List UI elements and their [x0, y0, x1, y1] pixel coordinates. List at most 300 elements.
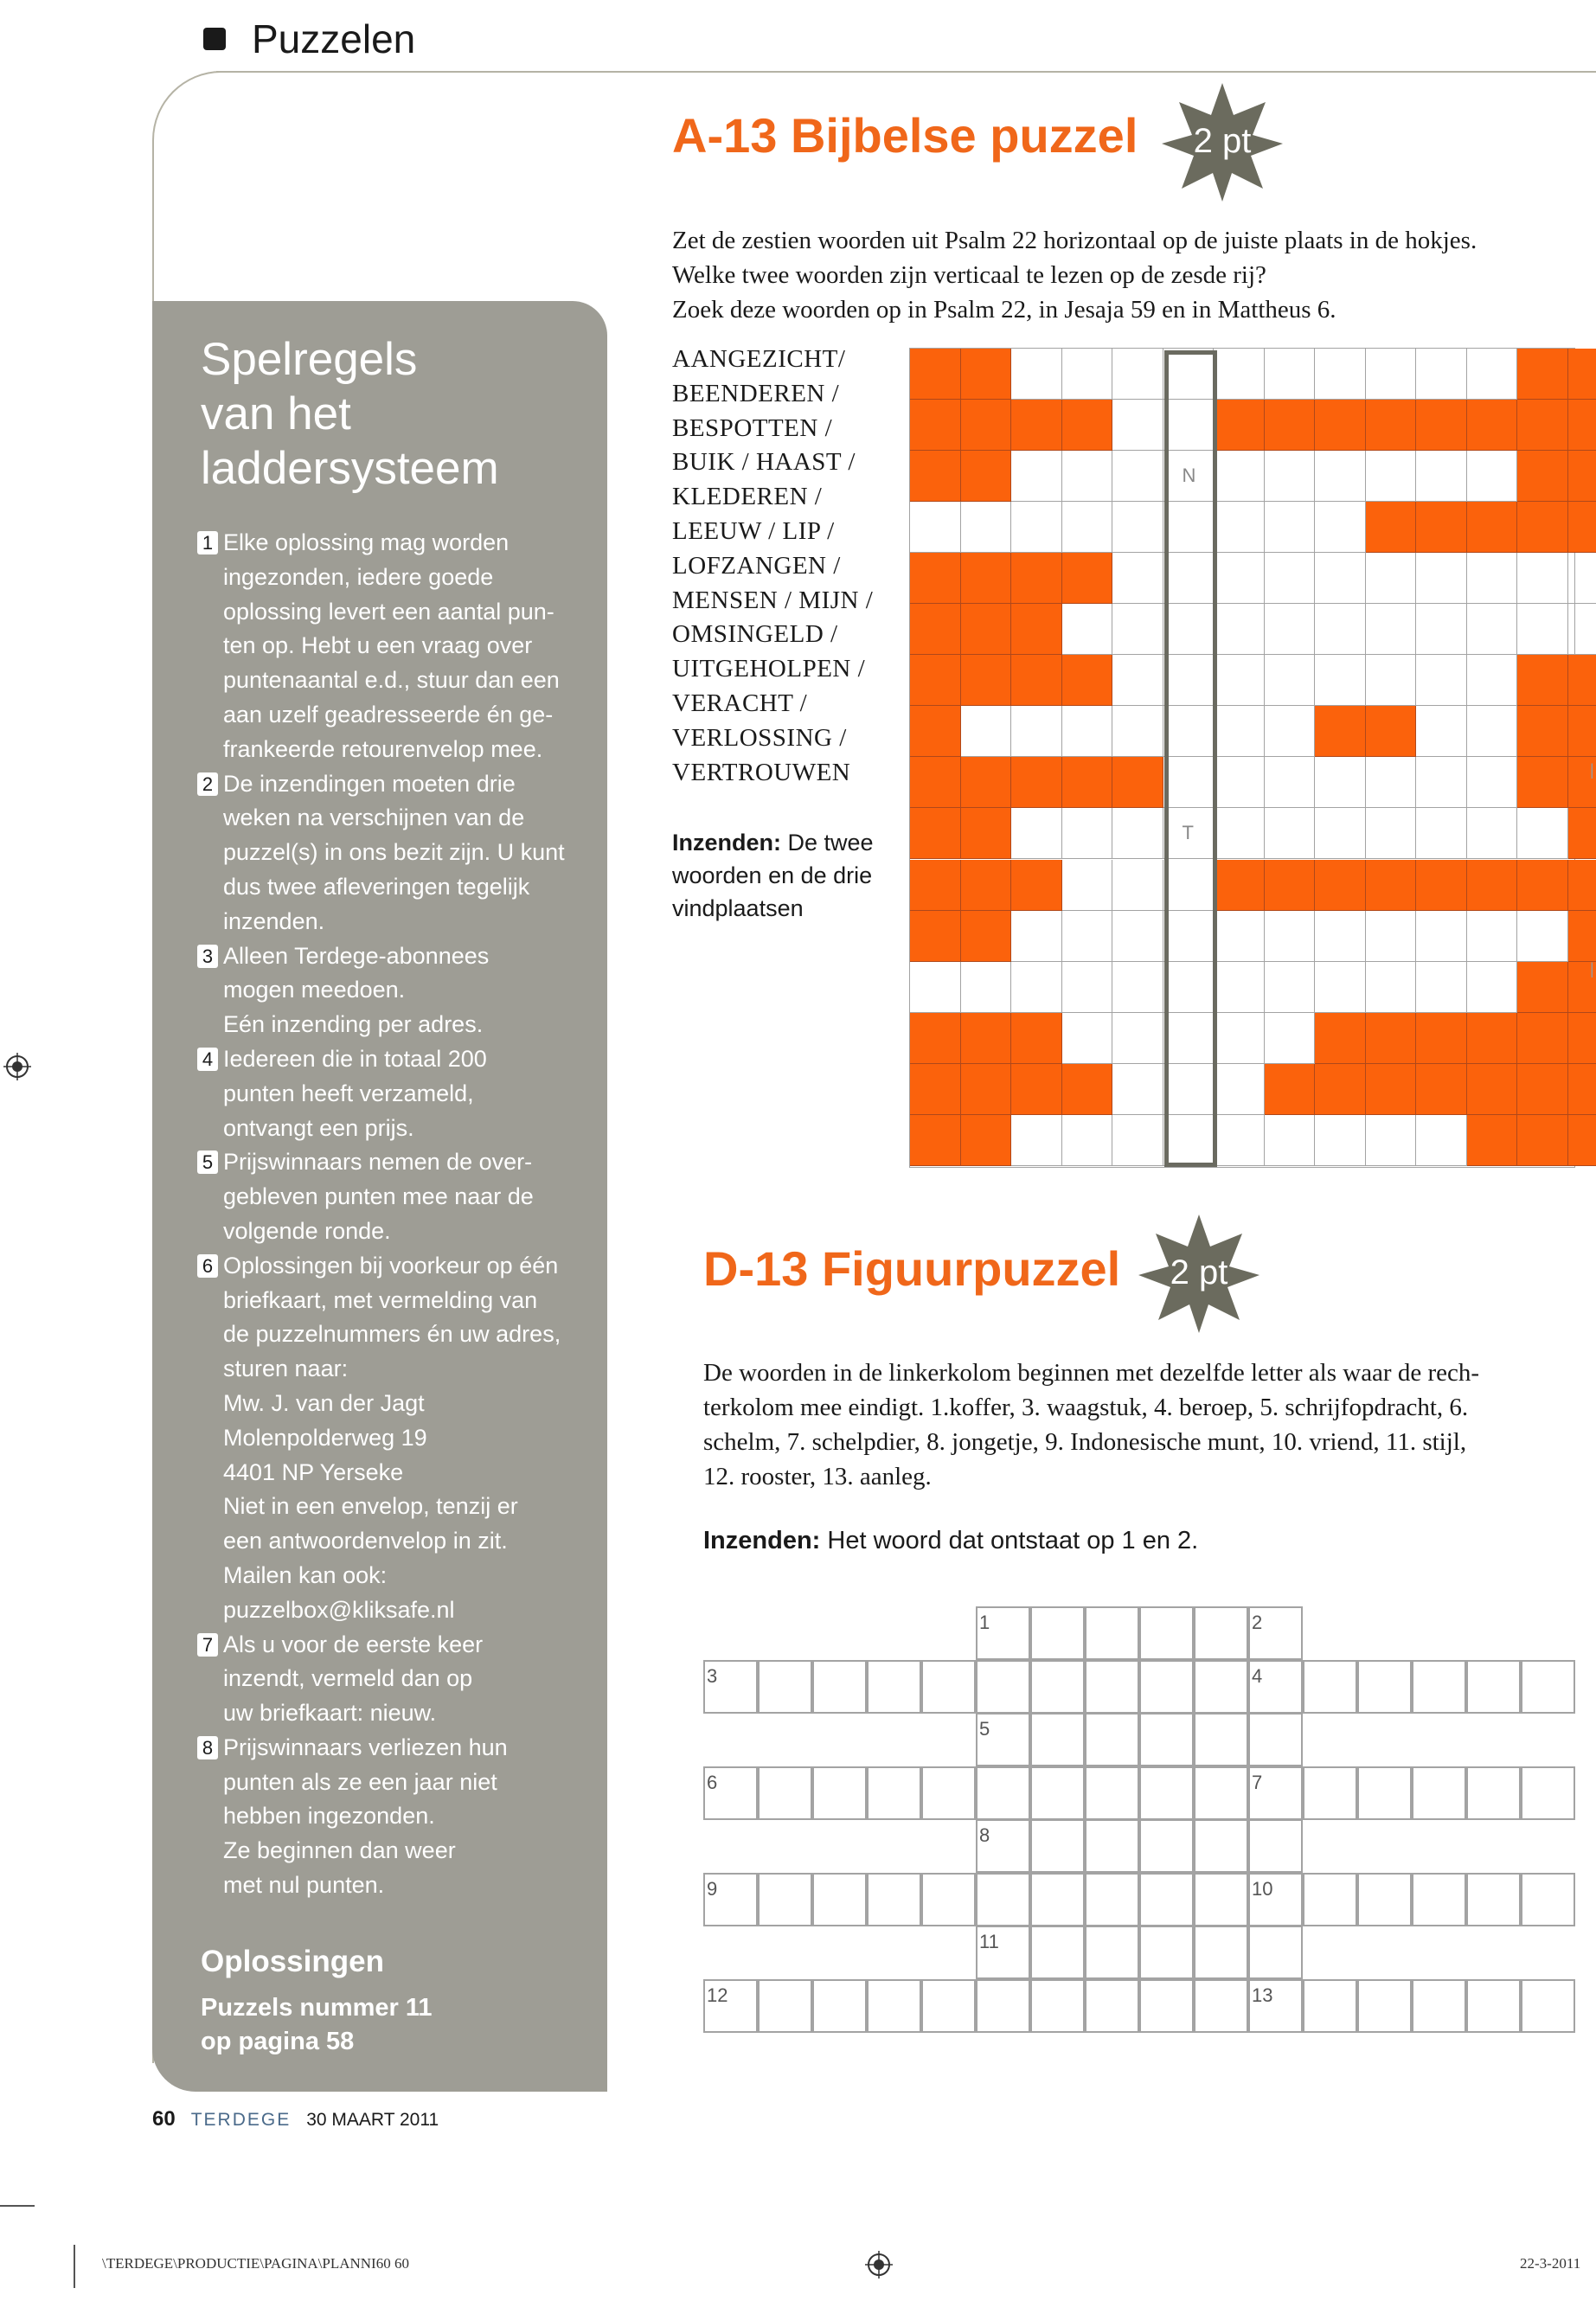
grid-cell[interactable] — [921, 1873, 976, 1926]
grid-cell[interactable] — [1315, 604, 1366, 655]
grid-cell[interactable] — [1416, 1115, 1467, 1166]
grid-cell[interactable] — [1416, 604, 1467, 655]
grid-cell[interactable] — [1139, 1926, 1194, 1979]
grid-cell[interactable] — [812, 1766, 867, 1820]
grid-cell-blocked — [1517, 349, 1568, 400]
grid-cell[interactable] — [1467, 911, 1518, 962]
grid-cell[interactable] — [1248, 1926, 1303, 1979]
grid-cell[interactable] — [1011, 349, 1062, 400]
grid-cell-blocked — [910, 655, 961, 706]
sidebar-title — [201, 332, 499, 496]
grid-cell[interactable] — [867, 1979, 921, 2033]
grid-cell[interactable] — [1030, 1926, 1085, 1979]
grid-cell-blocked — [1467, 1064, 1518, 1115]
word-item: LOFZANGEN / — [672, 551, 841, 580]
grid-cell[interactable] — [1366, 553, 1417, 604]
grid-cell[interactable] — [1467, 706, 1518, 757]
grid-cell[interactable] — [1416, 706, 1467, 757]
grid-cell[interactable] — [1062, 349, 1113, 400]
grid-cell-blocked — [1517, 1013, 1568, 1064]
grid-cell[interactable] — [1416, 655, 1467, 706]
grid-cell-blocked — [961, 1013, 1012, 1064]
grid-cell[interactable] — [1062, 808, 1113, 859]
grid-cell[interactable] — [1062, 911, 1113, 962]
grid-cell[interactable] — [1366, 604, 1417, 655]
grid-cell[interactable] — [1030, 1766, 1085, 1820]
grid-cell-blocked — [1011, 655, 1062, 706]
grid-cell[interactable] — [1412, 1766, 1466, 1820]
grid-cell[interactable] — [1315, 757, 1366, 808]
grid-cell[interactable] — [1214, 1064, 1265, 1115]
rule-item — [197, 1731, 595, 1903]
grid-cell[interactable] — [1214, 1013, 1265, 1064]
word-item: BEENDEREN / — [672, 379, 840, 407]
grid-cell[interactable] — [1416, 911, 1467, 962]
rule-text: Oplossingen bij voorkeur op één — [223, 1252, 559, 1279]
grid-cell[interactable] — [1467, 808, 1518, 859]
frame-line-top — [216, 71, 1596, 73]
grid-cell[interactable] — [1011, 911, 1062, 962]
grid-cell[interactable] — [1214, 349, 1265, 400]
grid-cell[interactable] — [961, 962, 1012, 1013]
grid-cell[interactable] — [1366, 911, 1417, 962]
grid-cell-blocked — [1568, 349, 1596, 400]
grid-cell[interactable] — [1265, 962, 1316, 1013]
grid-cell[interactable] — [1265, 604, 1316, 655]
grid-cell[interactable] — [1265, 757, 1316, 808]
grid-cell-blocked — [1517, 1115, 1568, 1166]
grid-cell[interactable] — [1568, 604, 1596, 655]
grid-cell-blocked — [1062, 655, 1113, 706]
clue-number: 7 — [1252, 1771, 1263, 1793]
grid-cell[interactable] — [867, 1766, 921, 1820]
clue-number: 8 — [979, 1824, 990, 1846]
print-date: 22-3-2011 — [1520, 2255, 1581, 2272]
grid-cell-blocked — [1062, 757, 1113, 808]
grid-cell[interactable] — [1112, 604, 1163, 655]
grid-cell[interactable] — [1194, 1660, 1248, 1714]
rule-text: oplossing levert een aantal pun- — [223, 598, 554, 625]
grid-cell[interactable] — [1357, 1873, 1412, 1926]
grid-cell[interactable] — [1085, 1713, 1139, 1766]
grid-cell-blocked — [1467, 502, 1518, 553]
grid-cell[interactable] — [1412, 1660, 1466, 1714]
rule-text: Mailen kan ook: — [223, 1561, 388, 1588]
grid-cell[interactable] — [1214, 1115, 1265, 1166]
grid-cell[interactable] — [867, 1660, 921, 1714]
grid-cell[interactable] — [1112, 349, 1163, 400]
grid-cell[interactable] — [1303, 1979, 1357, 2033]
grid-cell[interactable] — [1062, 502, 1113, 553]
grid-cell[interactable] — [1315, 911, 1366, 962]
grid-cell[interactable] — [812, 1873, 867, 1926]
grid-cell[interactable] — [1416, 451, 1467, 502]
grid-cell[interactable] — [867, 1873, 921, 1926]
grid-cell[interactable] — [1112, 1013, 1163, 1064]
intro-line: Zoek deze woorden op in Psalm 22, in Jesaja 59 en in Mattheus 6. — [672, 296, 1336, 324]
grid-cell-blocked — [910, 757, 961, 808]
grid-cell[interactable] — [1303, 1873, 1357, 1926]
grid-cell-blocked — [1315, 1064, 1366, 1115]
grid-cell[interactable] — [976, 1979, 1030, 2033]
grid-cell[interactable] — [1112, 502, 1163, 553]
grid-cell[interactable] — [1303, 1660, 1357, 1714]
word-item: MENSEN / MIJN / — [672, 586, 874, 614]
rule-text: aan uzelf geadresseerde én ge- — [223, 701, 554, 727]
section-header — [203, 16, 415, 62]
grid-cell[interactable] — [1466, 1766, 1521, 1820]
grid-cell-blocked — [1416, 502, 1467, 553]
grid-cell[interactable] — [1315, 349, 1366, 400]
grid-cell[interactable] — [1568, 553, 1596, 604]
grid-cell[interactable] — [976, 1873, 1030, 1926]
grid-cell[interactable] — [758, 1660, 812, 1714]
grid-cell-blocked — [1517, 451, 1568, 502]
submit-text: Het woord dat ontstaat op 1 en 2. — [820, 1527, 1199, 1554]
grid-cell-blocked — [1011, 1013, 1062, 1064]
grid-cell-blocked — [1366, 1013, 1417, 1064]
grid-cell[interactable] — [1315, 502, 1366, 553]
grid-cell[interactable] — [1011, 706, 1062, 757]
grid-cell-blocked — [1517, 655, 1568, 706]
grid-cell[interactable] — [1062, 706, 1113, 757]
clue-number: 9 — [707, 1877, 718, 1900]
grid-cell-blocked — [1517, 962, 1568, 1013]
rule-text: De inzendingen moeten drie — [223, 770, 516, 797]
grid-cell-blocked — [961, 553, 1012, 604]
grid-cell[interactable] — [1466, 1979, 1521, 2033]
grid-cell[interactable] — [1265, 808, 1316, 859]
grid-cell-blocked — [910, 911, 961, 962]
grid-cell[interactable] — [1366, 808, 1417, 859]
grid-cell[interactable] — [1194, 1766, 1248, 1820]
grid-cell[interactable] — [1085, 1606, 1139, 1660]
grid-cell-blocked — [910, 808, 961, 859]
grid-cell[interactable] — [1366, 962, 1417, 1013]
grid-cell[interactable] — [1139, 1979, 1194, 2033]
grid-cell[interactable] — [1517, 604, 1568, 655]
grid-cell[interactable] — [1062, 1013, 1113, 1064]
grid-cell-blocked — [1568, 655, 1596, 706]
grid-cell[interactable] — [1112, 1064, 1163, 1115]
grid-cell[interactable] — [1467, 655, 1518, 706]
rule-text: Iedereen die in totaal 200 — [223, 1045, 487, 1072]
grid-cell[interactable] — [1062, 451, 1113, 502]
grid-cell-blocked — [1315, 860, 1366, 911]
grid-cell-blocked — [1467, 860, 1518, 911]
grid-cell[interactable] — [1030, 1873, 1085, 1926]
grid-cell[interactable] — [758, 1873, 812, 1926]
grid-cell[interactable] — [1085, 1766, 1139, 1820]
grid-cell-blocked — [1062, 1064, 1113, 1115]
grid-cell[interactable] — [1366, 655, 1417, 706]
grid-cell-blocked — [1366, 400, 1417, 451]
grid-cell[interactable] — [1357, 1660, 1412, 1714]
grid-cell[interactable] — [1366, 349, 1417, 400]
grid-cell[interactable] — [1112, 911, 1163, 962]
grid-cell[interactable] — [1467, 604, 1518, 655]
grid-cell[interactable] — [1315, 553, 1366, 604]
magazine-name: TERDEGE — [190, 2110, 292, 2130]
grid-cell[interactable] — [1416, 349, 1467, 400]
rule-text: sturen naar: — [223, 1356, 349, 1382]
grid-cell[interactable] — [961, 502, 1012, 553]
grid-cell[interactable] — [1467, 451, 1518, 502]
rule-text: Als u voor de eerste keer — [223, 1631, 484, 1657]
grid-cell[interactable] — [1521, 1766, 1575, 1820]
grid-cell[interactable] — [1030, 1606, 1085, 1660]
grid-cell[interactable] — [1139, 1713, 1194, 1766]
grid-cell[interactable] — [1062, 860, 1113, 911]
rule-item — [197, 1145, 595, 1248]
grid-cell-blocked — [910, 1013, 961, 1064]
grid-cell[interactable] — [758, 1766, 812, 1820]
grid-cell[interactable] — [1085, 1873, 1139, 1926]
grid-cell[interactable] — [1085, 1979, 1139, 2033]
grid-cell[interactable] — [1214, 808, 1265, 859]
grid-cell[interactable] — [1112, 400, 1163, 451]
grid-cell-blocked — [1011, 604, 1062, 655]
grid-cell[interactable] — [976, 1660, 1030, 1714]
grid-cell[interactable] — [1194, 1606, 1248, 1660]
grid-cell[interactable] — [1139, 1660, 1194, 1714]
grid-cell[interactable] — [1357, 1979, 1412, 2033]
rule-text: Alleen Terdege-abonnees — [223, 942, 490, 969]
grid-cell[interactable] — [1366, 757, 1417, 808]
grid-cell[interactable] — [1214, 451, 1265, 502]
grid-cell[interactable] — [1214, 706, 1265, 757]
grid-cell-blocked — [1517, 400, 1568, 451]
intro-line: Zet de zestien woorden uit Psalm 22 horizontaal op de juiste plaats in de hokjes. — [672, 227, 1477, 254]
grid-cell[interactable] — [1011, 1115, 1062, 1166]
grid-cell[interactable] — [1139, 1873, 1194, 1926]
grid-cell[interactable] — [1112, 553, 1163, 604]
grid-cell-blocked — [910, 604, 961, 655]
grid-cell[interactable] — [1030, 1979, 1085, 2033]
grid-cell[interactable] — [921, 1979, 976, 2033]
grid-cell[interactable] — [1112, 962, 1163, 1013]
rule-text: een antwoordenvelop in zit. — [223, 1528, 508, 1554]
grid-cell[interactable] — [1265, 655, 1316, 706]
grid-cell[interactable] — [1214, 553, 1265, 604]
grid-cell[interactable] — [1214, 604, 1265, 655]
grid-cell[interactable] — [1011, 451, 1062, 502]
grid-cell-blocked — [961, 860, 1012, 911]
grid-cell[interactable] — [1139, 1606, 1194, 1660]
intro-line: De woorden in de linkerkolom beginnen met dezelfde letter als waar de rech- — [703, 1359, 1480, 1387]
grid-cell[interactable] — [1265, 553, 1316, 604]
grid-cell[interactable] — [1315, 808, 1366, 859]
rule-number: 2 — [197, 772, 218, 796]
grid-cell[interactable] — [1194, 1979, 1248, 2033]
grid-cell-blocked — [1568, 860, 1596, 911]
rule-number: 8 — [197, 1736, 218, 1759]
grid-cell[interactable] — [1194, 1819, 1248, 1873]
grid-cell-blocked — [1467, 1115, 1518, 1166]
rule-item — [197, 1042, 595, 1145]
grid-cell[interactable] — [910, 962, 961, 1013]
grid-cell[interactable] — [1194, 1713, 1248, 1766]
grid-cell[interactable] — [1112, 451, 1163, 502]
grid-cell-blocked — [961, 400, 1012, 451]
puzzle-a-points-badge — [1157, 76, 1287, 206]
rule-text: puntenaantal e.d., stuur dan een — [223, 667, 560, 694]
grid-cell[interactable] — [1214, 655, 1265, 706]
rule-text: met nul punten. — [223, 1872, 385, 1899]
clue-number: 12 — [707, 1984, 728, 2006]
grid-cell[interactable] — [1265, 911, 1316, 962]
grid-cell[interactable] — [1011, 502, 1062, 553]
grid-cell[interactable] — [961, 706, 1012, 757]
grid-cell[interactable] — [1416, 808, 1467, 859]
rule-item — [197, 1249, 595, 1628]
grid-cell[interactable] — [1366, 1115, 1417, 1166]
grid-cell[interactable] — [1194, 1926, 1248, 1979]
grid-cell[interactable] — [1139, 1766, 1194, 1820]
grid-cell[interactable] — [1521, 1979, 1575, 2033]
grid-cell[interactable] — [1416, 962, 1467, 1013]
grid-cell[interactable] — [1265, 349, 1316, 400]
grid-cell[interactable] — [1265, 1115, 1316, 1166]
grid-cell-blocked — [1517, 1064, 1568, 1115]
rule-text: Prijswinnaars nemen de over- — [223, 1149, 533, 1176]
grid-cell[interactable] — [1085, 1819, 1139, 1873]
grid-cell-blocked — [910, 706, 961, 757]
grid-cell[interactable] — [1517, 911, 1568, 962]
clue-number: 5 — [979, 1718, 990, 1740]
rule-text: puzzel(s) in ons bezit zijn. U kunt — [223, 839, 565, 866]
grid-cell-blocked — [910, 1064, 961, 1115]
grid-cell-blocked — [1315, 400, 1366, 451]
grid-cell[interactable] — [1112, 706, 1163, 757]
grid-cell[interactable] — [1517, 553, 1568, 604]
grid-cell[interactable] — [1265, 502, 1316, 553]
solutions-heading: Oplossingen — [201, 1945, 384, 1978]
grid-cell-blocked — [1416, 1013, 1467, 1064]
grid-cell[interactable] — [1085, 1660, 1139, 1714]
grid-cell[interactable] — [976, 1766, 1030, 1820]
rule-text: Prijswinnaars verliezen hun — [223, 1734, 508, 1760]
grid-cell[interactable] — [1357, 1766, 1412, 1820]
rule-number: 3 — [197, 945, 218, 968]
grid-cell[interactable] — [1517, 808, 1568, 859]
grid-cell-blocked — [961, 757, 1012, 808]
grid-cell[interactable] — [812, 1979, 867, 2033]
grid-cell[interactable] — [1030, 1660, 1085, 1714]
grid-cell[interactable] — [1062, 604, 1113, 655]
grid-cell[interactable] — [1412, 1873, 1466, 1926]
grid-cell[interactable] — [1214, 757, 1265, 808]
rule-text: Ze beginnen dan weer — [223, 1837, 456, 1864]
rule-text: de puzzelnummers én uw adres, — [223, 1321, 561, 1348]
grid-cell[interactable] — [1315, 962, 1366, 1013]
grid-cell[interactable] — [1467, 757, 1518, 808]
grid-cell-blocked — [1214, 400, 1265, 451]
grid-cell[interactable] — [1011, 962, 1062, 1013]
grid-cell[interactable] — [1412, 1979, 1466, 2033]
grid-cell[interactable] — [1466, 1873, 1521, 1926]
grid-cell[interactable] — [812, 1660, 867, 1714]
grid-cell[interactable] — [1030, 1713, 1085, 1766]
grid-cell[interactable] — [1265, 706, 1316, 757]
points-label: 2 pt — [1193, 122, 1252, 160]
grid-cell[interactable] — [1416, 553, 1467, 604]
grid-cell[interactable] — [1030, 1819, 1085, 1873]
grid-cell[interactable] — [1467, 553, 1518, 604]
grid-cell[interactable] — [1265, 1013, 1316, 1064]
grid-cell[interactable] — [1214, 911, 1265, 962]
grid-cell[interactable] — [1315, 1115, 1366, 1166]
grid-cell[interactable] — [758, 1979, 812, 2033]
grid-cell[interactable] — [1011, 808, 1062, 859]
grid-cell-blocked — [1568, 502, 1596, 553]
puzzle-d-submit — [703, 1527, 1198, 1555]
grid-cell-blocked — [1568, 400, 1596, 451]
clue-number: 4 — [1252, 1664, 1263, 1687]
grid-cell[interactable] — [1467, 962, 1518, 1013]
grid-cell-blocked — [961, 1115, 1012, 1166]
crop-mark — [0, 2205, 35, 2207]
grid-cell[interactable] — [1521, 1873, 1575, 1926]
grid-cell[interactable] — [1248, 1713, 1303, 1766]
clue-number: 6 — [707, 1771, 718, 1793]
grid-cell[interactable] — [910, 502, 961, 553]
grid-cell[interactable] — [1315, 655, 1366, 706]
grid-cell[interactable] — [1521, 1660, 1575, 1714]
grid-cell[interactable] — [1112, 655, 1163, 706]
grid-cell[interactable] — [1112, 1115, 1163, 1166]
rule-text: ontvangt een prijs. — [223, 1114, 414, 1141]
grid-cell[interactable] — [1139, 1819, 1194, 1873]
solutions-line: Puzzels nummer 11 — [201, 1994, 433, 2022]
points-label: 2 pt — [1170, 1253, 1228, 1292]
rule-text: dus twee afleveringen tegelijk — [223, 873, 530, 900]
grid-cell-blocked — [1062, 400, 1113, 451]
grid-cell[interactable] — [1248, 1819, 1303, 1873]
grid-cell[interactable] — [1315, 451, 1366, 502]
grid-cell[interactable] — [1112, 808, 1163, 859]
solutions-reference — [201, 1991, 433, 2059]
grid-cell[interactable] — [1062, 1115, 1113, 1166]
grid-cell[interactable] — [1214, 962, 1265, 1013]
grid-cell-blocked — [961, 451, 1012, 502]
grid-cell[interactable] — [1085, 1926, 1139, 1979]
grid-cell[interactable] — [921, 1660, 976, 1714]
submit-label: Inzenden: — [672, 830, 781, 856]
grid-cell[interactable] — [1194, 1873, 1248, 1926]
grid-cell[interactable] — [1366, 451, 1417, 502]
word-item: VERLOSSING / — [672, 723, 847, 752]
rule-text: Elke oplossing mag worden — [223, 529, 510, 555]
rule-number: 5 — [197, 1150, 218, 1174]
grid-cell-blocked — [961, 1064, 1012, 1115]
grid-cell-blocked — [1517, 757, 1568, 808]
puzzle-a-title: A-13 Bijbelse puzzel — [672, 108, 1138, 163]
grid-cell[interactable] — [1303, 1766, 1357, 1820]
grid-cell[interactable] — [921, 1766, 976, 1820]
grid-cell[interactable] — [1214, 502, 1265, 553]
rules-list — [197, 526, 595, 1903]
rule-text: punten heeft verzameld, — [223, 1080, 474, 1106]
grid-cell[interactable] — [1467, 349, 1518, 400]
grid-cell[interactable] — [1112, 860, 1163, 911]
grid-cell[interactable] — [1265, 451, 1316, 502]
page-footer — [152, 2107, 439, 2131]
grid-cell[interactable] — [1062, 962, 1113, 1013]
grid-cell-blocked — [910, 400, 961, 451]
grid-cell[interactable] — [1416, 757, 1467, 808]
grid-cell[interactable] — [1466, 1660, 1521, 1714]
